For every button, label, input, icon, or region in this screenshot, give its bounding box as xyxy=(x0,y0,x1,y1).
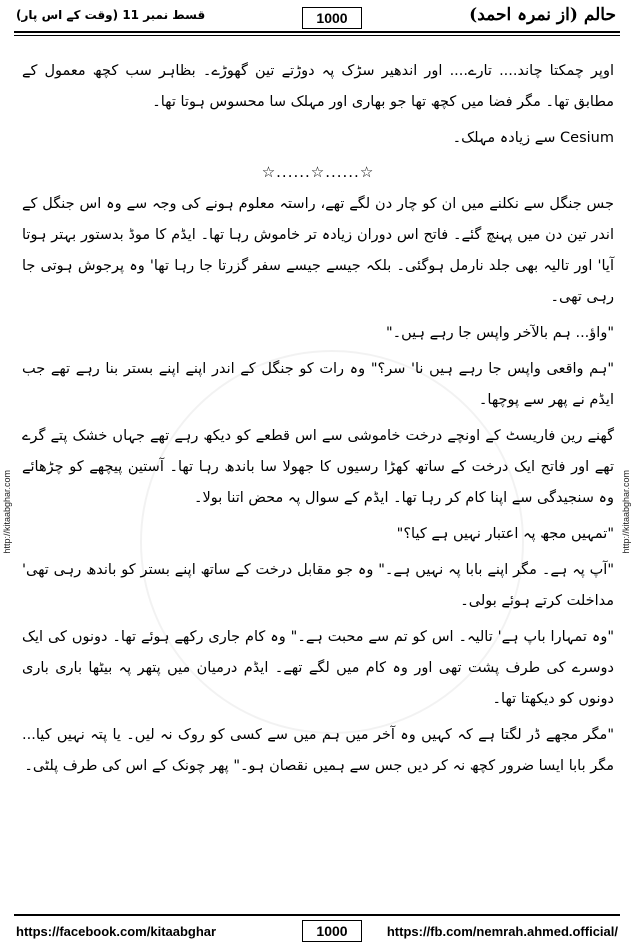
section-divider-stars: ☆......☆......☆ xyxy=(261,163,375,181)
page-header xyxy=(14,4,620,30)
paragraph-5: "ہم واقعی واپس جا رہے ہیں نا' سر؟" وہ رات کو جنگل کے اندر اپنے اپنے بستر بنا رہے تھے جب ایڈم نے پھر سے پوچھا۔ xyxy=(22,361,614,408)
side-url-right[interactable]: http://kitaabghar.com xyxy=(621,470,631,554)
novel-title: حالم (از نمرہ احمد) xyxy=(469,5,616,25)
header-rule xyxy=(14,31,620,33)
paragraph-4: "واؤ... ہم بالآخر واپس جا رہے ہیں۔" xyxy=(385,325,614,341)
side-url-left[interactable]: http://kitaabghar.com xyxy=(2,470,12,554)
paragraph-6: گھنے رین فاریسٹ کے اونچے درخت خاموشی سے اس قطعے کو دیکھ رہے تھے جہاں خشک پتے گرے تھے اور فاتح ایک درخت کے ساتھ کھڑا رسیوں کا جھولا سا باندھ رہا تھا۔ آستین پیچھے کو چڑھائے وہ سنجیدگی سے اپنا کام کر رہا تھا۔ ایڈم کے سوال پہ محض اتنا بولا۔ xyxy=(22,428,614,506)
facebook-link[interactable]: https://facebook.com/kitaabghar xyxy=(16,924,217,939)
paragraph-9: "وہ تمہارا باپ ہے' تالیہ۔ اس کو تم سے محبت ہے۔" وہ کام جاری رکھے ہوئے تھا۔ دونوں کی ایک دوسرے کی طرف پشت تھی اور وہ کام میں لگے تھے۔ ایڈم درمیان میں پتھر پہ بیٹھا باری باری دونوں کو دیکھتا تھا۔ xyxy=(22,629,614,707)
paragraph-10: "مگر مجھے ڈر لگتا ہے کہ کہیں وہ آخر میں ہم میں سے کسی کو روک نہ لیں۔ یا پتہ نہیں کیا... مگر بابا ایسا ضرور کچھ نہ کر دیں جس سے ہمیں نقصان ہو۔" پھر چونک کے اس کی طرف پلٹی۔ xyxy=(22,727,614,774)
episode-label: قسط نمبر 11 (وقت کے اس پار) xyxy=(16,8,206,22)
paragraph-8: "آپ پہ ہے۔ مگر اپنے بابا پہ نہیں ہے۔" وہ جو مقابل درخت کے ساتھ اپنے بستر کو باندھ رہی تھی' مداخلت کرتے ہوئے بولی۔ xyxy=(22,562,614,609)
paragraph-7: "تمہیں مجھ پہ اعتبار نہیں ہے کیا؟" xyxy=(396,526,614,542)
footer-rule xyxy=(14,914,620,916)
page-number-top: 1000 xyxy=(302,7,362,29)
author-facebook-link[interactable]: https://fb.com/nemrah.ahmed.official/ xyxy=(386,924,618,939)
page-text xyxy=(22,56,614,787)
paragraph-3: جس جنگل سے نکلنے میں ان کو چار دن لگے تھے، راستہ معلوم ہونے کی وجہ سے وہ اس جنگل کے اندر تین دن میں پہنچ گئے۔ فاتح اس دوران زیادہ تر خاموش رہا تھا۔ ایڈم کا موڈ بدستور بہتر ہوتا آیا' اور تالیہ بھی جلد نارمل ہوگئی۔ بلکہ جیسے جیسے سفر گزرتا جا رہا تھا' وہ پرجوش ہوتی جا رہی تھی۔ xyxy=(22,196,614,305)
page-footer xyxy=(14,920,620,944)
paragraph-2: Cesium سے زیادہ مہلک۔ xyxy=(452,130,614,146)
page-number-bottom: 1000 xyxy=(302,920,362,942)
header-rule-thin xyxy=(14,35,620,36)
paragraph-1: اوپر چمکتا چاند.... تارے.... اور اندھیر سڑک پہ دوڑتے تین گھوڑے۔ بظاہر سب کچھ معمول کے مطابق تھا۔ مگر فضا میں کچھ تھا جو بھاری اور مہلک سا محسوس ہوتا تھا۔ xyxy=(22,63,614,110)
